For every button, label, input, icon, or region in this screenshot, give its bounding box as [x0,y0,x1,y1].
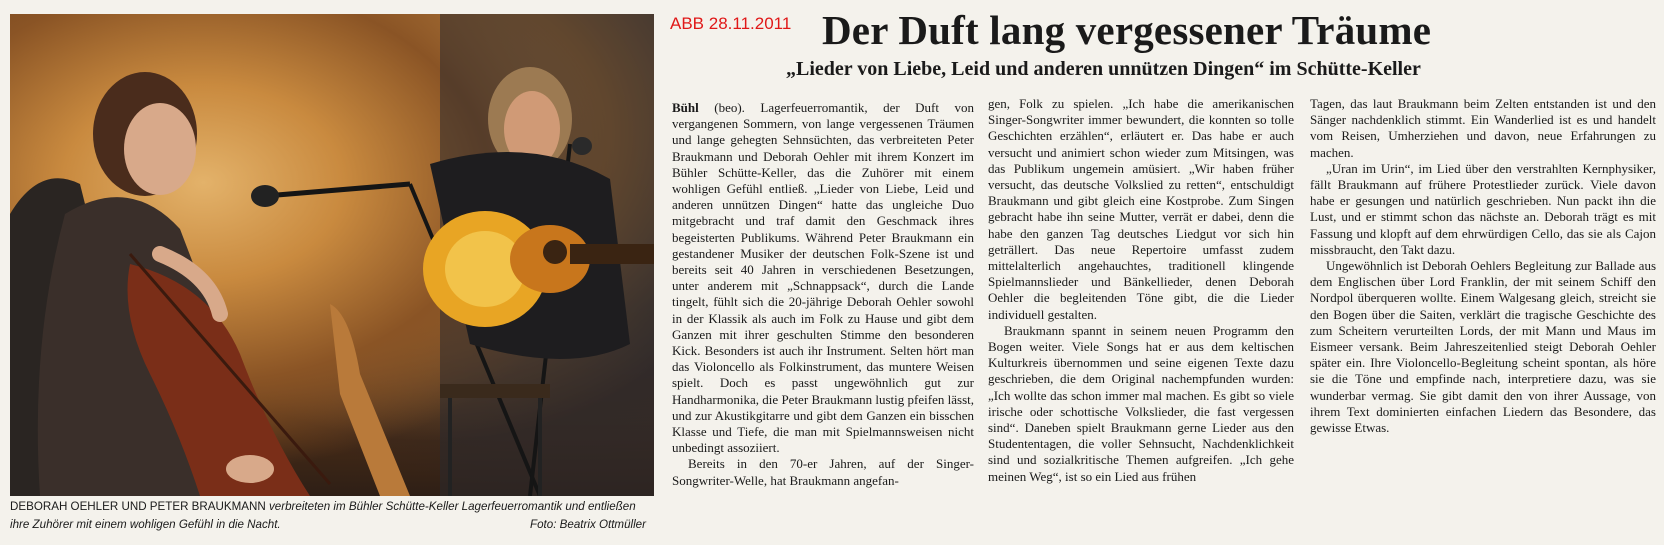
paragraph [672,100,974,456]
paragraph: gen, Folk zu spielen. „Ich habe die amerikanischen Singer-Songwriter immer bewundert, die konnten so tolle Geschichten erzählen“, erläutert er. Das habe er auch versucht und animiert schon wieder zum Mitsingen, was das Publikum ungemein amüsiert. „Wir haben früher versucht, das deutsche Volkslied zu retten“, entschuldigt Braukmann und gibt gleich eine Kostprobe. Zum Singen gebracht habe ihn seine Mutter, verrät er dabei, denn die habe den ganzen Tag deutsches Liedgut vor sich hin geträllert. Das neue Repertoire umfasst zudem mittelalterlich angehauchtes, traditionell klingende Spielmannslieder und Bänkellieder, denen Deborah Oehler die begleitenden Töne gibt, die die Lieder individuell gestalten. [988,96,1294,322]
dateline-place: Bühl [672,100,699,115]
article-column-3 [1310,96,1656,436]
paragraph: Ungewöhnlich ist Deborah Oehlers Begleitung zur Ballade aus dem Englischen über Lord Franklin, der mit seinem Schiff den Nordpol überqueren wollte. Einem Walgesang gleich, streicht sie den Bogen über die Saiten, verklärt die tragische Geschichte des zum Scheitern verurteilten Lords, der mit Mann und Maus im Eismeer versank. Beim Jahreszeitenlied steigt Deborah Oehler später ein. Ihre Violoncello-Begleitung scheint spontan, als höre sie die Töne und empfinde nach, interpretiere dazu, was sie wunderbar vermag. Sie gibt damit den von ihrer Aussage, von ihrem Text dominierten einfachen Liedern das Besondere, das gewisse Etwas. [1310,258,1656,436]
photo-credit: Foto: Beatrix Ottmüller [530,518,646,531]
photo-caption [10,498,654,534]
paragraph: Braukmann spannt in seinem neuen Programm den Bogen weiter. Viele Songs hat er aus dem keltischen Kulturkreis übernommen und seine eigenen Texte dazu geschrieben, die dem Original nachempfunden wurden: „Ich wollte das schon immer mal machen. Es gibt so viele irische oder schottische Volkslieder, die fast vergessen sind“. Daneben spielt Braukmann gerne Lieder aus den Studententagen, die voller Sehnsucht, Nachdenklichkeit sind und sozialkritische Themen aufgreifen. „Ich gehe meinen Weg“, ist so ein Lied aus frühen [988,322,1294,484]
subheadline: „Lieder von Liebe, Leid und anderen unnützen Dingen“ im Schütte-Keller [786,58,1421,80]
paragraph: Bereits in den 70-er Jahren, auf der Singer-Songwriter-Welle, hat Braukmann angefan- [672,456,974,488]
headline: Der Duft lang vergessener Träume [822,7,1432,53]
paragraph-text: (beo). Lagerfeuerromantik, der Duft von vergangenen Sommern, von lange vergessenen Träumen und lange gehegten Sehnsüchten, das verbreiteten Peter Braukmann und Deborah Oehler mit ihrem Konzert im Bühler Schütte-Keller, das die Zuhörer mit einem wohligen Gefühl entließ. „Lieder von Liebe, Leid und anderen unnützen Dingen“ hatte das ungleiche Duo mitgebracht und traf damit den Geschmack ihres begeisterten Publikums. Während Peter Braukmann ein gestandener Musiker der deutschen Folk-Szene ist und bereits seit 40 Jahren in verschiedenen Besetzungen, unter anderem mit „Schnappsack“, durch die Lande tingelt, fühlt sich die 20-jährige Deborah Oehler sowohl in der Klassik als auch im Folk zu Hause und gibt dem Ganzen mit ihrer geschulten Stimme den besonderen Kick. Besonders ist auch ihr Instrument. Selten hört man das Violoncello als Folkinstrument, das muntere Weisen spielt. Doch es passt ungewöhnlich gut zur Handharmonika, die Peter Braukmann lustig pfeifen lässt, und zur Akustikgitarre und gibt dem Ganzen ein bisschen Klasse und Tiefe, die man mit Spielmannsweisen nicht unbedingt assoziiert. [672,100,974,456]
article-column-2 [988,96,1294,485]
date-stamp: ABB 28.11.2011 [670,14,792,33]
caption-text: verbreiteten im Bühler Schütte-Keller Lagerfeuerromantik und entließen ihre Zuhörer mit einem wohligen Gefühl in die Nacht. [10,500,636,531]
caption-names: DEBORAH OEHLER UND PETER BRAUKMANN [10,500,266,513]
photo-illustration [10,14,654,496]
concert-photo [10,14,654,496]
paragraph: „Uran im Urin“, im Lied über den verstrahlten Kernphysiker, fällt Braukmann auf frühere Protestlieder zurück. Viele davon habe er gesungen und natürlich geschrieben. Nun packt ihn die Lust, und er stimmt schon das nächste an. Deborah trägt es mit Fassung und klopft auf dem ehrwürdigen Cello, das sie als Cajon missbraucht, den Takt dazu. [1310,160,1656,257]
paragraph: Tagen, das laut Braukmann beim Zelten entstanden ist und den Sänger nachdenklich stimmt. Ein Wanderlied ist es und handelt vom Reisen, Umherziehen und davon, neue Erfahrungen zu machen. [1310,96,1656,160]
article-column-1 [672,100,974,489]
